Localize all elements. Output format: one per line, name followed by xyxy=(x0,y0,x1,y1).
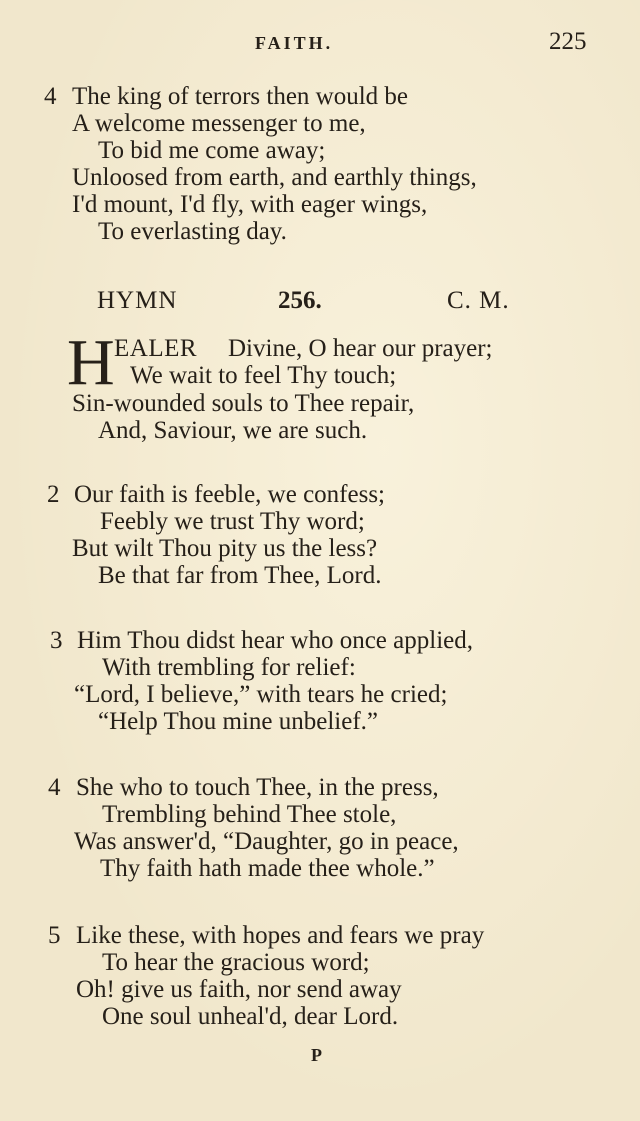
stanza-line: Our faith is feeble, we confess; xyxy=(74,481,385,508)
stanza-line: Divine, O hear our prayer; xyxy=(228,335,493,362)
stanza-line: Be that far from Thee, Lord. xyxy=(98,562,382,589)
hymn-label: HYMN xyxy=(97,287,178,314)
stanza-line: Feebly we trust Thy word; xyxy=(100,508,365,535)
stanza-line: I'd mount, I'd fly, with eager wings, xyxy=(72,191,428,218)
hymn-header xyxy=(0,287,640,319)
stanza-line: Thy faith hath made thee whole.” xyxy=(100,855,435,882)
stanza-line: The king of terrors then would be xyxy=(72,83,409,110)
stanza-line: Him Thou didst hear who once applied, xyxy=(77,627,473,654)
drop-cap: H xyxy=(67,326,115,399)
stanza-line: We wait to feel Thy touch; xyxy=(130,362,397,389)
hymn-number: 256. xyxy=(278,287,322,314)
stanza-line: To everlasting day. xyxy=(98,218,287,245)
stanza-line: One soul unheal'd, dear Lord. xyxy=(102,1003,399,1030)
stanza-line: Like these, with hopes and fears we pray xyxy=(76,922,485,949)
stanza-line: To bid me come away; xyxy=(98,137,326,164)
stanza-line: Oh! give us faith, nor send away xyxy=(76,976,402,1003)
stanza-line: “Lord, I believe,” with tears he cried; xyxy=(74,681,448,708)
stanza-number: 4 xyxy=(44,83,57,110)
hymn-meter: C. M. xyxy=(447,287,510,314)
signature-mark: P xyxy=(311,1045,322,1065)
stanza-line: To hear the gracious word; xyxy=(102,949,370,976)
stanza-number: 5 xyxy=(48,922,61,949)
stanza-line: With trembling for relief: xyxy=(102,654,356,681)
stanza-line: But wilt Thou pity us the less? xyxy=(72,535,378,562)
stanza-line: Trembling behind Thee stole, xyxy=(102,801,397,828)
stanza-number: 4 xyxy=(48,774,61,801)
running-head xyxy=(0,30,640,54)
stanza-line: Sin-wounded souls to Thee repair, xyxy=(72,390,415,417)
stanza-number: 3 xyxy=(50,627,63,654)
stanza-line: And, Saviour, we are such. xyxy=(98,417,368,444)
page-number: 225 xyxy=(549,28,587,55)
stanza-line: Unloosed from earth, and earthly things, xyxy=(72,164,477,191)
stanza-line: A welcome messenger to me, xyxy=(72,110,366,137)
stanza-line: “Help Thou mine unbelief.” xyxy=(98,708,379,735)
section-title: FAITH. xyxy=(255,33,334,53)
stanza-line: Was answer'd, “Daughter, go in peace, xyxy=(74,828,459,855)
stanza-line: She who to touch Thee, in the press, xyxy=(76,774,439,801)
stanza-number: 2 xyxy=(47,481,60,508)
first-word: EALER xyxy=(114,335,198,362)
